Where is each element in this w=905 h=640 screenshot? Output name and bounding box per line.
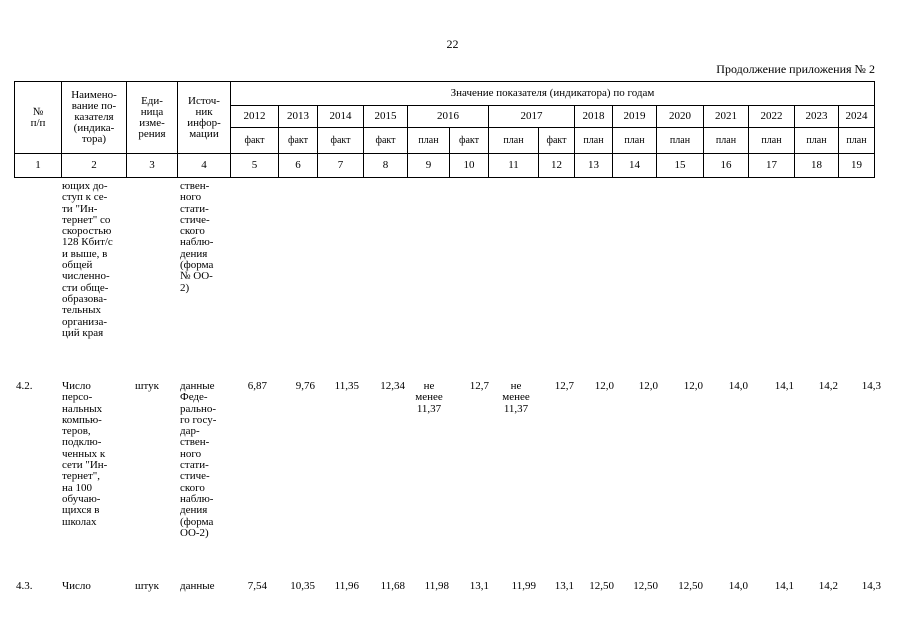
row-value: 12,50	[633, 580, 658, 592]
row-name: ющих до- ступ к се- ти "Ин- тернет" со скоростью 128 Кбит/с и выше, в общей численно- сти обще- образова- тельных организа- ций края	[62, 180, 113, 339]
header-type-cell: факт	[539, 128, 575, 154]
header-year-2016: 2016	[408, 106, 489, 128]
row-value: 12,34	[380, 380, 405, 392]
row-name: Число персо- нальных компью- теров, подклю- ченных к сети "Ин- тернет", на 100 обучаю- щихся в школах	[62, 380, 108, 528]
header-column-number: 8	[364, 154, 408, 178]
header-column-number: 18	[795, 154, 839, 178]
header-type-cell: факт	[318, 128, 364, 154]
header-type-cell: план	[613, 128, 657, 154]
row-value: 12,0	[638, 380, 658, 392]
header-values-title: Значение показателя (индикатора) по годам	[231, 82, 875, 106]
row-value: 6,87	[247, 380, 267, 392]
row-value: 14,1	[774, 380, 794, 392]
header-column-number: 5	[231, 154, 279, 178]
row-value: 12,7	[469, 380, 489, 392]
row-source: данные	[180, 580, 215, 592]
row-value: 12,50	[678, 580, 703, 592]
header-column-number: 2	[62, 154, 127, 178]
header-column-number: 1	[15, 154, 62, 178]
row-value: 13,1	[554, 580, 574, 592]
header-type-cell: план	[795, 128, 839, 154]
row-value: 11,35	[334, 380, 359, 392]
header-column-number: 6	[279, 154, 318, 178]
row-num: 4.2.	[16, 380, 33, 392]
header-col-unit: Еди- ница изме- рения	[127, 82, 178, 154]
page-number: 22	[446, 37, 459, 51]
row-value: 11,96	[334, 580, 359, 592]
header-year-2020: 2020	[657, 106, 704, 128]
row-value: 12,0	[683, 380, 703, 392]
header-table	[14, 81, 875, 178]
row-value: не менее 11,37	[415, 380, 443, 415]
row-value: 10,35	[290, 580, 315, 592]
header-type-cell: план	[489, 128, 539, 154]
header-column-number: 15	[657, 154, 704, 178]
row-unit: штук	[135, 580, 159, 592]
header-column-number: 9	[408, 154, 450, 178]
header-type-cell: факт	[231, 128, 279, 154]
row-value: 7,54	[247, 580, 267, 592]
row-value: 14,0	[728, 580, 748, 592]
row-value: 11,99	[511, 580, 536, 592]
header-column-number: 7	[318, 154, 364, 178]
header-type-cell: план	[408, 128, 450, 154]
header-year-2017: 2017	[489, 106, 575, 128]
header-year-2013: 2013	[279, 106, 318, 128]
row-unit: штук	[135, 380, 159, 392]
row-value: 14,1	[774, 580, 794, 592]
header-year-2014: 2014	[318, 106, 364, 128]
row-value: 14,3	[861, 580, 881, 592]
row-value: 14,0	[728, 380, 748, 392]
row-source: данные Феде- рально- го госу- дар- ствен- ного стати- стиче- ского наблю- дения (форма ОО-2)	[180, 380, 217, 539]
header-col-source: Источ- ник инфор- мации	[178, 82, 231, 154]
header-year-2015: 2015	[364, 106, 408, 128]
row-value: 13,1	[469, 580, 489, 592]
row-value: 12,50	[589, 580, 614, 592]
header-year-2018: 2018	[575, 106, 613, 128]
header-column-number: 13	[575, 154, 613, 178]
header-column-number: 17	[749, 154, 795, 178]
row-value: 9,76	[295, 380, 315, 392]
header-type-cell: план	[839, 128, 875, 154]
header-column-number: 19	[839, 154, 875, 178]
row-value: 12,7	[554, 380, 574, 392]
header-column-number: 10	[450, 154, 489, 178]
row-num: 4.3.	[16, 580, 33, 592]
header-type-cell: факт	[450, 128, 489, 154]
continuation-note: Продолжение приложения № 2	[716, 62, 875, 76]
header-year-2012: 2012	[231, 106, 279, 128]
row-value: не менее 11,37	[502, 380, 530, 415]
header-column-number: 16	[704, 154, 749, 178]
row-value: 11,68	[380, 580, 405, 592]
header-column-number: 14	[613, 154, 657, 178]
header-column-number: 11	[489, 154, 539, 178]
header-year-2023: 2023	[795, 106, 839, 128]
header-col-name: Наимено- вание по- казателя (индика- тора)	[62, 82, 127, 154]
header-type-cell: факт	[364, 128, 408, 154]
header-column-number: 12	[539, 154, 575, 178]
header-year-2024: 2024	[839, 106, 875, 128]
header-type-cell: план	[575, 128, 613, 154]
header-type-cell: план	[704, 128, 749, 154]
row-value: 14,2	[818, 380, 838, 392]
row-value: 14,3	[861, 380, 881, 392]
row-name: Число	[62, 580, 91, 592]
header-type-cell: план	[749, 128, 795, 154]
row-source: ствен- ного стати- стиче- ского наблю- дения (форма № ОО- 2)	[180, 180, 214, 294]
row-value: 12,0	[594, 380, 614, 392]
header-column-number: 3	[127, 154, 178, 178]
row-value: 11,98	[424, 580, 449, 592]
header-column-number: 4	[178, 154, 231, 178]
header-type-cell: план	[657, 128, 704, 154]
header-type-cell: факт	[279, 128, 318, 154]
row-value: 14,2	[818, 580, 838, 592]
header-col-num: № п/п	[15, 82, 62, 154]
header-year-2021: 2021	[704, 106, 749, 128]
header-year-2019: 2019	[613, 106, 657, 128]
header-year-2022: 2022	[749, 106, 795, 128]
